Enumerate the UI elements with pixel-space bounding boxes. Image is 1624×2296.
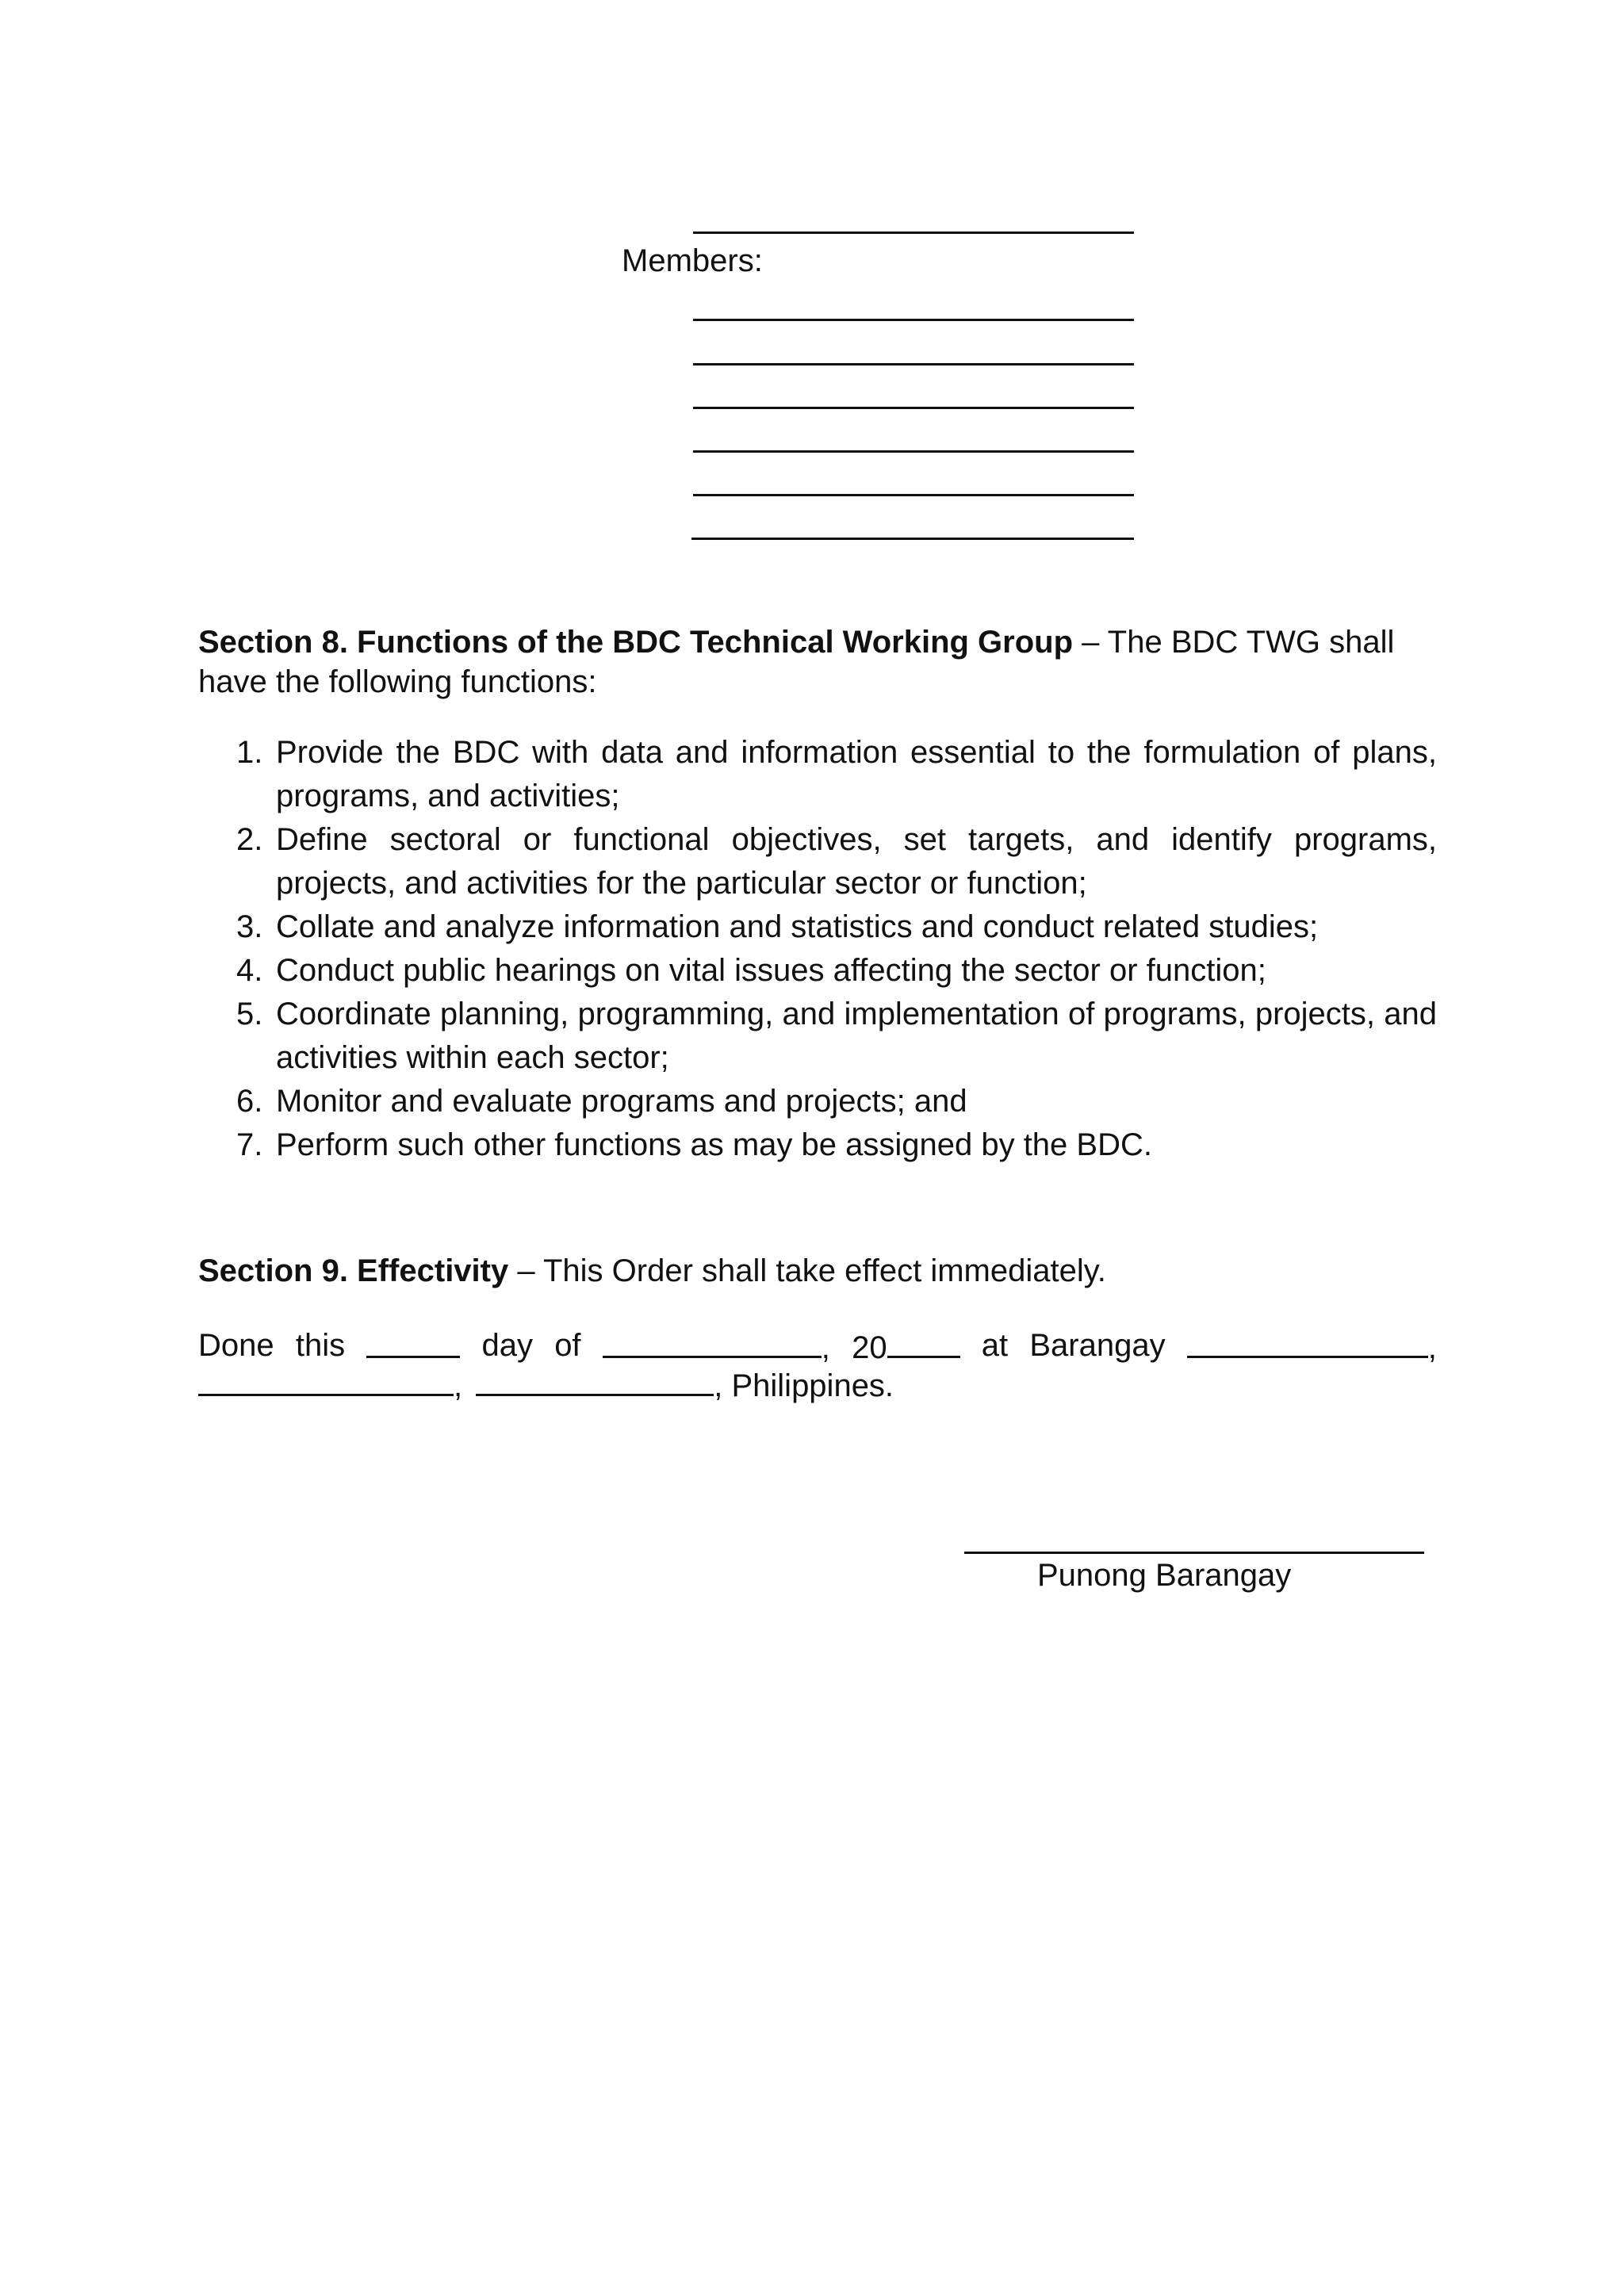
list-item-text: Monitor and evaluate programs and projects; and <box>276 1084 967 1119</box>
section8-intro: – The BDC TWG shall have the following functions: <box>198 625 1395 699</box>
list-item <box>198 1123 1437 1167</box>
list-item-number: 4. <box>236 953 263 988</box>
at-word: at <box>981 1328 1009 1363</box>
section8-paragraph <box>198 622 1435 702</box>
members-label: Members: <box>622 243 763 278</box>
list-item-text: Perform such other functions as may be assigned by the BDC. <box>276 1127 1152 1162</box>
of-word: of <box>554 1328 581 1363</box>
list-item <box>198 1080 1437 1123</box>
signature-line-chair <box>693 232 1134 234</box>
month-comma: , <box>821 1330 830 1365</box>
list-item-text: Provide the BDC with data and information essential to the formulation of plans, programs, and activities; <box>276 735 1437 813</box>
member-line-5 <box>693 494 1134 496</box>
barangay-comma: , <box>1427 1330 1437 1365</box>
list-item-text: Collate and analyze information and statistics and conduct related studies; <box>276 909 1319 944</box>
member-line-1 <box>693 319 1134 321</box>
list-item <box>198 818 1437 905</box>
barangay-word: Barangay <box>1029 1328 1166 1363</box>
list-item-number: 3. <box>236 909 263 944</box>
barangay-blank <box>1187 1324 1428 1358</box>
municipality-blank <box>198 1362 454 1396</box>
year-prefix: 20 <box>852 1330 887 1365</box>
list-item-number: 7. <box>236 1127 263 1162</box>
day-word: day <box>481 1328 533 1363</box>
list-item-text: Conduct public hearings on vital issues affecting the sector or function; <box>276 953 1266 988</box>
list-item-number: 1. <box>236 735 263 770</box>
municipality-comma: , <box>454 1368 463 1403</box>
member-line-2 <box>693 363 1134 365</box>
list-item-text: Define sectoral or functional objectives, set targets, and identify programs, projects, and activities for the particular sector or function; <box>276 822 1437 901</box>
list-item-number: 6. <box>236 1084 263 1119</box>
list-item-text: Coordinate planning, programming, and implementation of programs, projects, and activities within each sector; <box>276 997 1437 1075</box>
year-blank <box>887 1324 960 1358</box>
list-item <box>198 993 1437 1080</box>
this-word: this <box>295 1328 346 1363</box>
day-blank <box>366 1324 460 1358</box>
section9-text: – This Order shall take effect immediately. <box>508 1253 1106 1288</box>
member-line-4 <box>693 450 1134 453</box>
section8-heading: Section 8. Functions of the BDC Technical Working Group <box>198 625 1074 660</box>
section9-paragraph <box>198 1251 1435 1291</box>
list-item <box>198 949 1437 993</box>
signatory-title: Punong Barangay <box>1037 1558 1292 1593</box>
section9-heading: Section 9. Effectivity <box>198 1253 509 1288</box>
functions-list <box>198 731 1437 1167</box>
list-item <box>198 731 1437 818</box>
done-clause-line-2 <box>198 1362 894 1407</box>
member-line-3 <box>693 407 1134 409</box>
philippines-text: , Philippines. <box>714 1368 894 1403</box>
member-line-6 <box>691 538 1134 540</box>
done-word: Done <box>198 1328 274 1363</box>
list-item-number: 5. <box>236 997 263 1031</box>
list-item <box>198 905 1437 949</box>
month-blank <box>603 1324 822 1358</box>
province-blank <box>476 1362 714 1396</box>
list-item-number: 2. <box>236 822 263 857</box>
